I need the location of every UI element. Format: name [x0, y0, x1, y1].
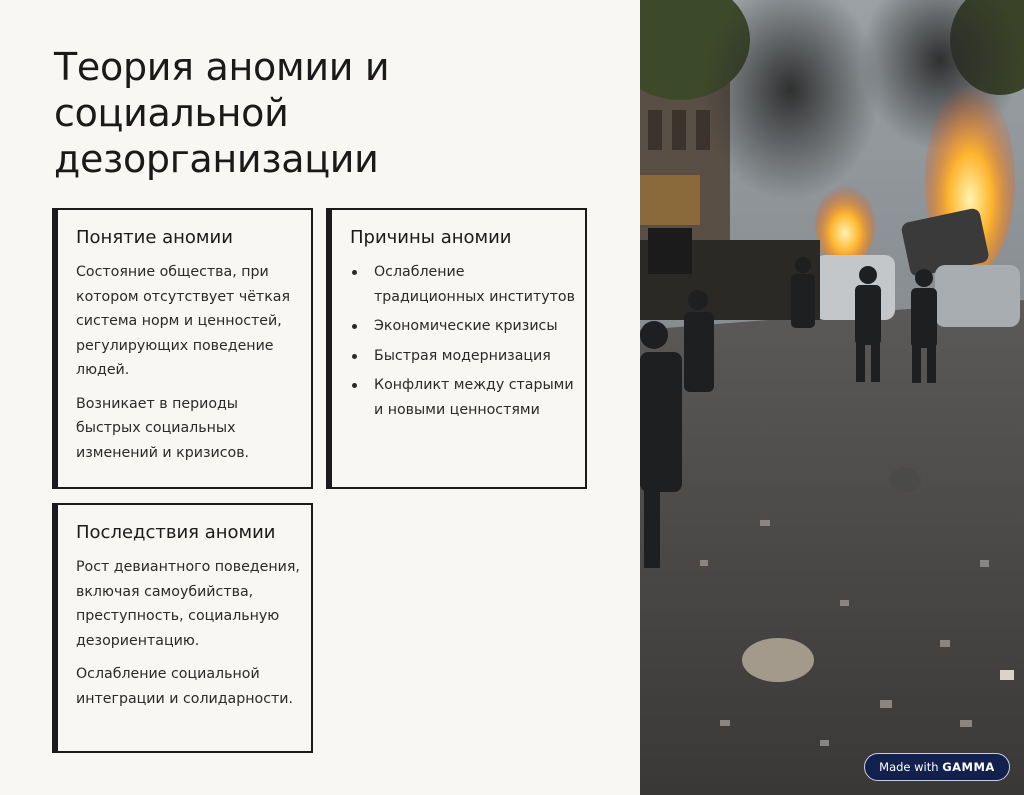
card-concept-body	[76, 260, 302, 474]
card-consequences	[52, 503, 313, 753]
card-causes-body	[350, 260, 576, 427]
card-causes	[326, 208, 587, 489]
card-concept	[52, 208, 313, 489]
list-item-text: Ослабление традиционных институтов	[374, 264, 575, 305]
list-item-text: Быстрая модернизация	[374, 347, 551, 364]
card-consequences-paragraph: Рост девиантного поведения, включая самоубийства, преступность, социальную дезориентацию.	[76, 559, 300, 649]
riot-street-photo	[640, 0, 1024, 795]
card-consequences-title: Последствия аномии	[76, 522, 276, 543]
list-item	[350, 373, 576, 422]
bullet-icon	[352, 270, 357, 275]
riot-scene-illustration	[640, 0, 1024, 795]
bullet-icon	[352, 354, 357, 359]
gamma-logo: GAMMA	[942, 760, 995, 774]
bullet-icon	[352, 324, 357, 329]
list-item	[350, 260, 576, 309]
list-item	[350, 314, 576, 339]
slide-title: Теория аномии и социальной дезорганизации	[54, 45, 390, 181]
list-item-text: Конфликт между старыми и новыми ценностями	[374, 377, 574, 418]
bullet-icon	[352, 383, 357, 388]
list-item-text: Экономические кризисы	[374, 318, 558, 334]
card-concept-title: Понятие аномии	[76, 227, 233, 248]
card-consequences-paragraph: Ослабление социальной интеграции и солидарности.	[76, 666, 294, 707]
card-causes-title: Причины аномии	[350, 227, 512, 248]
card-consequences-body	[76, 555, 302, 720]
list-item	[350, 344, 576, 369]
card-concept-paragraph: Возникает в периоды быстрых социальных изменений и кризисов.	[76, 395, 250, 461]
made-with-gamma-badge[interactable]	[864, 753, 1010, 781]
causes-list	[350, 260, 576, 422]
badge-prefix: Made with	[879, 760, 939, 774]
card-concept-paragraph: Состояние общества, при котором отсутствует чёткая система норм и ценностей, регулирующих поведение людей.	[76, 264, 290, 378]
